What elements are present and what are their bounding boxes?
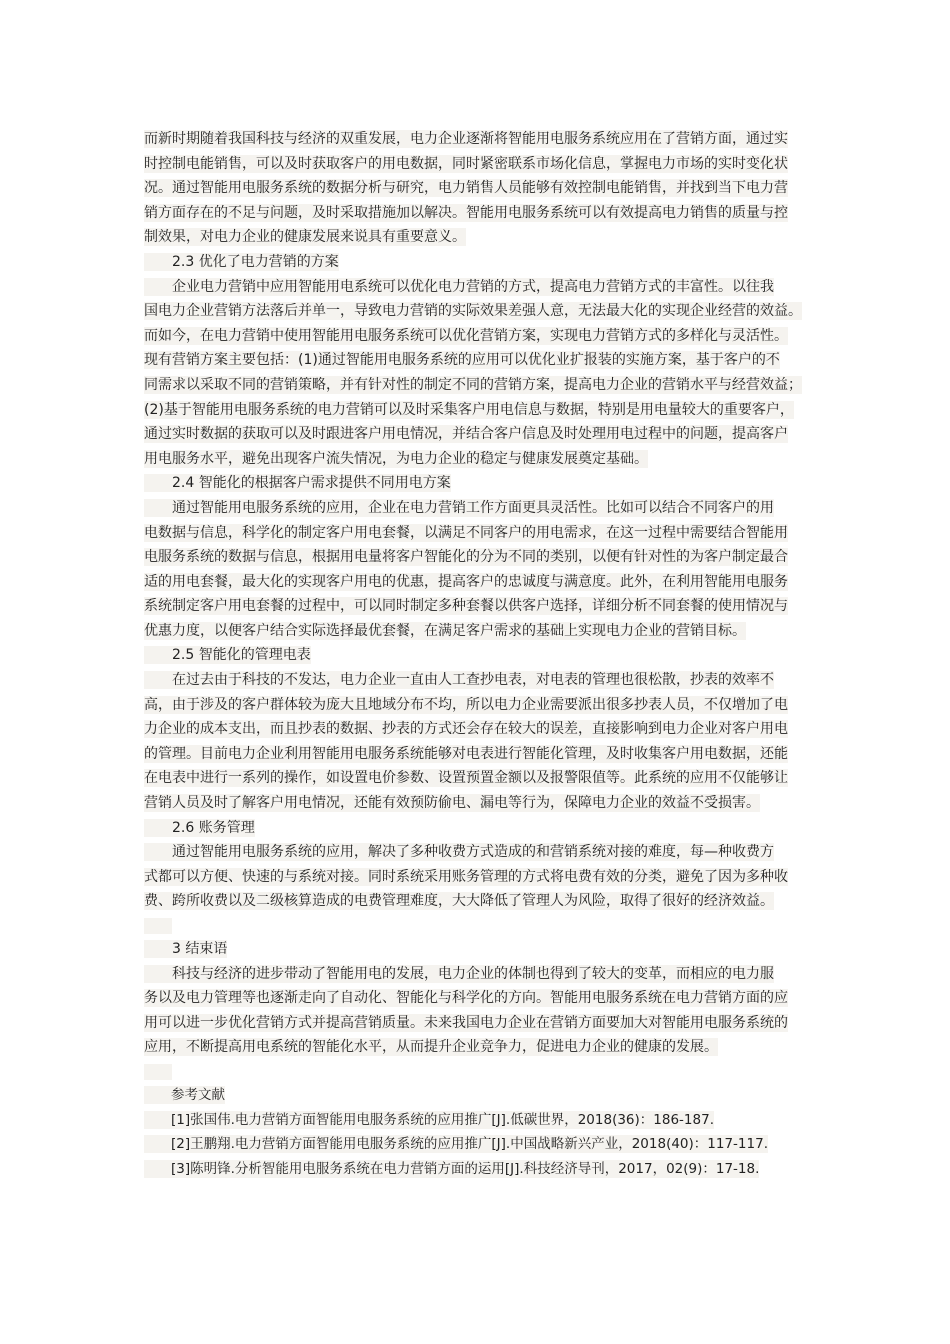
section-2-6 — [144, 816, 814, 914]
text-line: 营销人员及时了解客户用电情况，还能有效预防偷电、漏电等行为，保障电力企业的效益不受损害。 — [144, 795, 760, 812]
text-line: 通过智能用电服务系统的应用，解决了多种收费方式造成的和营销系统对接的难度，每—种收费方 — [172, 844, 774, 861]
section-heading: 2.4 智能化的根据客户需求提供不同用电方案 — [172, 475, 451, 492]
reference-item: [1]张国伟.电力营销方面智能用电服务系统的应用推广[J].低碳世界，2018(36)：186-187. — [171, 1111, 714, 1128]
references-section — [144, 1083, 814, 1181]
section-2-5 — [144, 643, 814, 815]
references-heading: 参考文献 — [171, 1086, 225, 1103]
text-line: 用电服务水平，避免出现客户流失情况，为电力企业的稳定与健康发展奠定基础。 — [144, 450, 648, 467]
section-heading: 2.6 账务管理 — [172, 819, 255, 836]
reference-item: [2]王鹏翔.电力营销方面智能用电服务系统的应用推广[J].中国战略新兴产业，2018(40)：117-117. — [171, 1136, 768, 1153]
text-line: (2)基于智能用电服务系统的电力营销可以及时采集客户用电信息与数据，特别是用电量较大的重要客户， — [144, 401, 794, 418]
text-line: 电数据与信息，科学化的制定客户用电套餐，以满足不同客户的用电需求，在这一过程中需要结合智能用 — [144, 524, 788, 541]
text-line: 企业电力营销中应用智能用电系统可以优化电力营销的方式，提高电力营销方式的丰富性。以往我 — [172, 278, 774, 295]
section-2-3 — [144, 250, 814, 471]
blank-line-marker — [144, 1064, 172, 1080]
text-line: 优惠力度，以便客户结合实际选择最优套餐，在满足客户需求的基础上实现电力企业的营销目标。 — [144, 622, 746, 639]
text-line: 力企业的成本支出，而且抄表的数据、抄表的方式还会存在较大的误差，直接影响到电力企业对客户用电 — [144, 721, 788, 738]
text-line: 适的用电套餐，最大化的实现客户用电的优惠，提高客户的忠诚度与满意度。此外，在利用智能用电服务 — [144, 573, 788, 590]
text-line: 通过实时数据的获取可以及时跟进客户用电情况，并结合客户信息及时处理用电过程中的问题，提高客户 — [144, 426, 788, 443]
section-2-4 — [144, 471, 814, 643]
text-line: 用可以进一步优化营销方式并提高营销质量。未来我国电力企业在营销方面要加大对智能用电服务系统的 — [144, 1014, 788, 1031]
reference-item: [3]陈明锋.分析智能用电服务系统在电力营销方面的运用[J].科技经济导刊，2017，02(9)：17-18. — [171, 1160, 760, 1177]
text-line: 在电表中进行一系列的操作，如设置电价参数、设置预置金额以及报警限值等。此系统的应用不仅能够让 — [144, 770, 788, 787]
section-heading: 3 结束语 — [172, 941, 228, 957]
text-line: 时控制电能销售，可以及时获取客户的用电数据，同时紧密联系市场化信息，掌握电力市场的实时变化状 — [144, 155, 788, 172]
text-line: 的管理。目前电力企业利用智能用电服务系统能够对电表进行智能化管理，及时收集客户用电数据，还能 — [144, 745, 788, 762]
text-line: 务以及电力管理等也逐渐走向了自动化、智能化与科学化的方向。智能用电服务系统在电力营销方面的应 — [144, 990, 788, 1007]
text-line: 制效果，对电力企业的健康发展来说具有重要意义。 — [144, 229, 466, 246]
text-line: 式都可以方便、快速的与系统对接。同时系统采用账务管理的方式将电费有效的分类，避免了因为多种收 — [144, 868, 788, 885]
section-3-conclusion — [144, 937, 814, 1060]
text-line: 应用，不断提高用电系统的智能化水平，从而提升企业竞争力，促进电力企业的健康的发展。 — [144, 1039, 718, 1056]
text-line: 销方面存在的不足与问题，及时采取措施加以解决。智能用电服务系统可以有效提高电力销售的质量与控 — [144, 204, 788, 221]
text-line: 电服务系统的数据与信息，根据用电量将客户智能化的分为不同的类别，以便有针对性的为客户制定最合 — [144, 549, 788, 566]
text-line: 同需求以采取不同的营销策略，并有针对性的制定不同的营销方案，提高电力企业的营销水平与经营效益； — [144, 376, 802, 393]
text-line: 况。通过智能用电服务系统的数据分析与研究，电力销售人员能够有效控制电能销售，并找到当下电力营 — [144, 180, 788, 197]
text-line: 而新时期随着我国科技与经济的双重发展，电力企业逐渐将智能用电服务系统应用在了营销方面，通过实 — [144, 131, 788, 147]
section-heading: 2.3 优化了电力营销的方案 — [172, 253, 339, 270]
article-body — [144, 127, 814, 1181]
text-line: 通过智能用电服务系统的应用，企业在电力营销工作方面更具灵活性。比如可以结合不同客户的用 — [172, 499, 774, 516]
text-line: 科技与经济的进步带动了智能用电的发展，电力企业的体制也得到了较大的变革，而相应的电力服 — [172, 965, 774, 982]
text-line: 国电力企业营销方法落后并单一，导致电力营销的实际效果差强人意，无法最大化的实现企业经营的效益。 — [144, 303, 802, 320]
section-heading: 2.5 智能化的管理电表 — [172, 647, 311, 664]
text-line: 高，由于涉及的客户群体较为庞大且地域分布不均，所以电力企业需要派出很多抄表人员，不仅增加了电 — [144, 696, 788, 713]
text-line: 在过去由于科技的不发达，电力企业一直由人工查抄电表，对电表的管理也很松散，抄表的效率不 — [172, 672, 774, 689]
text-line: 现有营销方案主要包括：(1)通过智能用电服务系统的应用可以优化业扩报装的实施方案，基于客户的不 — [144, 352, 780, 369]
text-line: 系统制定客户用电套餐的过程中，可以同时制定多种套餐以供客户选择，详细分析不同套餐的使用情况与 — [144, 598, 788, 615]
blank-line-marker — [144, 918, 172, 934]
text-line: 费、跨所收费以及二级核算造成的电费管理难度，大大降低了管理人为风险，取得了很好的经济效益。 — [144, 893, 774, 910]
text-line: 而如今，在电力营销中使用智能用电服务系统可以优化营销方案，实现电力营销方式的多样化与灵活性。 — [144, 327, 788, 344]
intro-paragraph — [144, 127, 814, 250]
